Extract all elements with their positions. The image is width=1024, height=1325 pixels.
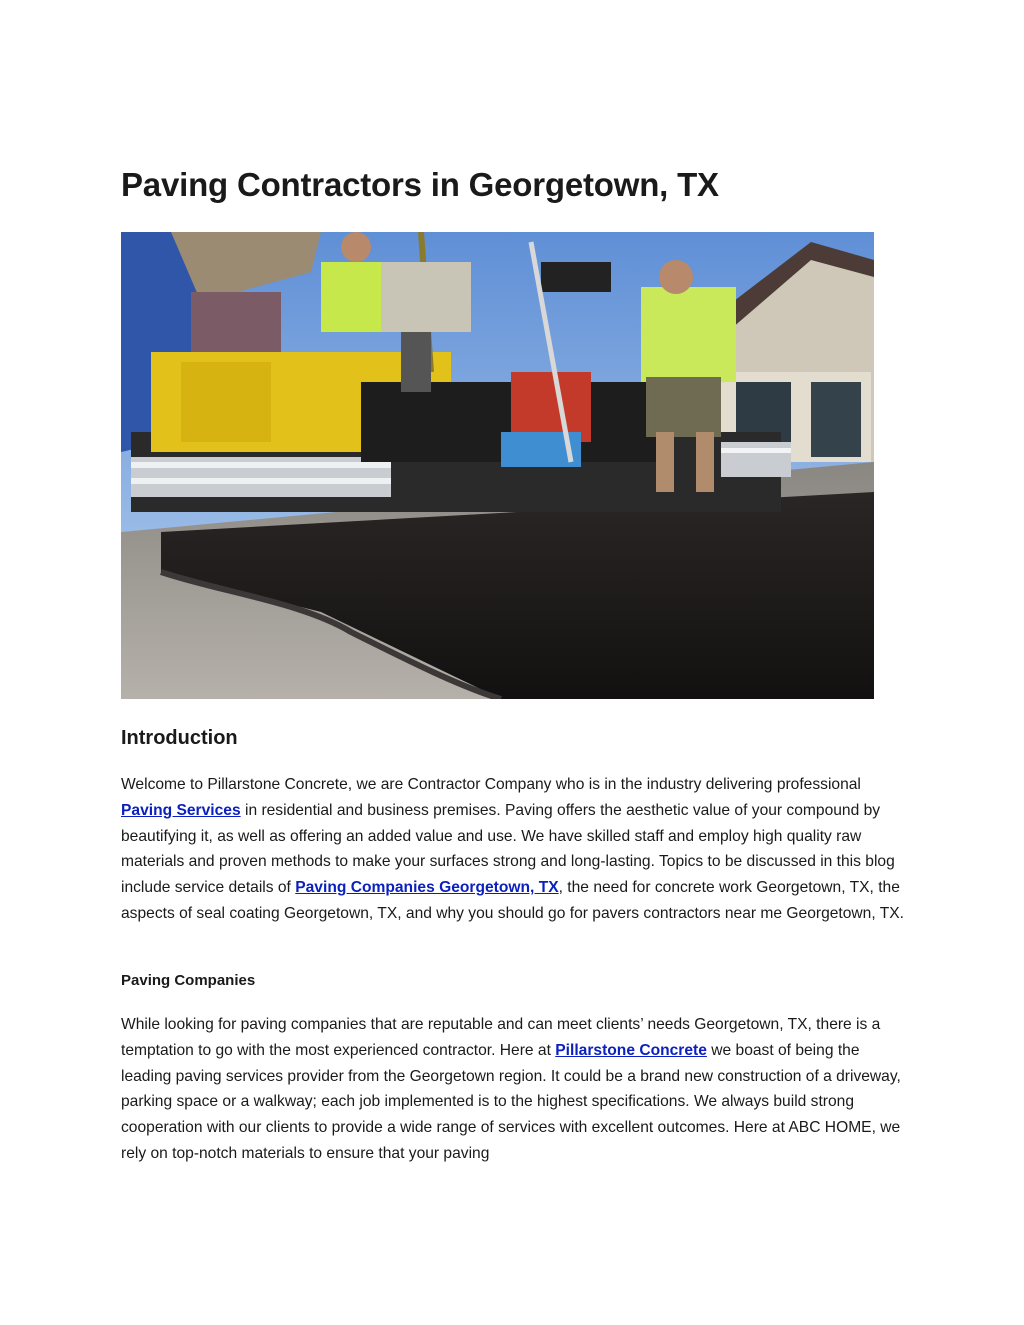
page-title: Paving Contractors in Georgetown, TX bbox=[121, 166, 719, 203]
introduction-paragraph bbox=[121, 772, 911, 927]
intro-text-3: , the need for concrete work Georgetown, TX, the aspects of seal coating Georgetown, TX, and why you should go for pavers contractors near me Georgetown, TX. bbox=[121, 879, 904, 922]
introduction-heading: Introduction bbox=[121, 727, 238, 749]
paving-text-2: we boast of being the leading paving services provider from the Georgetown region. It could be a brand new construction of a driveway, parking space or a walkway; each job implemented is to the highest specifications. We always build strong cooperation with our clients to provide a wide range of services with excellent outcomes. Here at ABC HOME, we rely on top-notch materials to ensure that your paving bbox=[121, 1041, 901, 1162]
hero-image bbox=[121, 232, 874, 699]
paving-companies-paragraph bbox=[121, 1012, 911, 1167]
paving-services-link[interactable]: Paving Services bbox=[121, 801, 241, 819]
paving-machine-photo-icon bbox=[121, 232, 874, 699]
paving-text-1: While looking for paving companies that are reputable and can meet clients’ needs Georgetown, TX, there is a temptation to go with the most experienced contractor. Here at bbox=[121, 1016, 881, 1059]
intro-text-2: in residential and business premises. Paving offers the aesthetic value of your compound by beautifying it, as well as offering an added value and use. We have skilled staff and employ high quality raw materials and proven methods to make your surfaces strong and long-lasting. Topics to be discussed in this blog include service details of bbox=[121, 801, 895, 897]
paving-companies-georgetown-link[interactable]: Paving Companies Georgetown, TX bbox=[295, 879, 559, 897]
pillarstone-concrete-link[interactable]: Pillarstone Concrete bbox=[555, 1041, 707, 1059]
intro-text-1: Welcome to Pillarstone Concrete, we are Contractor Company who is in the industry delivering professional bbox=[121, 776, 861, 793]
paving-companies-heading: Paving Companies bbox=[121, 972, 256, 989]
